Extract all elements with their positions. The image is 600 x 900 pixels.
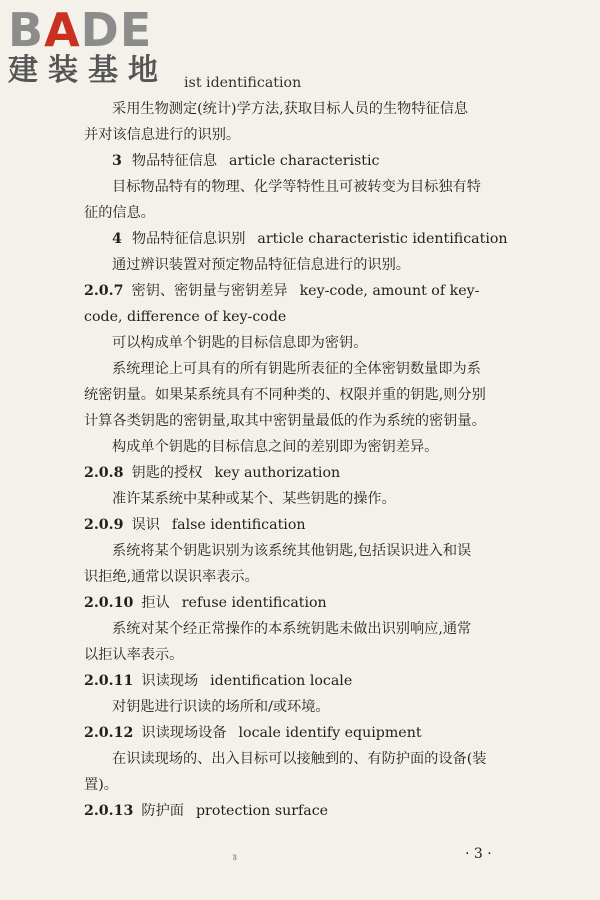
section-title: 防护面 xyxy=(141,803,184,819)
subsection-title: 物品特征信息 xyxy=(131,153,218,169)
subsection-english: article characteristic xyxy=(229,153,380,169)
section-english: key authorization xyxy=(214,465,341,481)
section-title: 密钥、密钥量与密钥差异 xyxy=(131,283,288,299)
paragraph-line: 采用生物测定(统计)学方法,获取目标人员的生物特征信息 xyxy=(112,101,469,117)
section-title: 识读现场 xyxy=(141,673,199,689)
paragraph-line: 可以构成单个钥匙的目标信息即为密钥。 xyxy=(112,335,368,351)
paragraph-line: 系统将某个钥匙识别为该系统其他钥匙,包括误识进入和误 xyxy=(112,543,472,559)
section-number: 2.0.11 xyxy=(84,673,134,689)
subsection-heading xyxy=(84,148,552,174)
section-number: 2.0.8 xyxy=(84,465,124,481)
section-english: identification locale xyxy=(210,673,353,689)
brand-letters-de: DE xyxy=(80,3,153,57)
section-english: false identification xyxy=(171,517,306,533)
section-heading xyxy=(84,460,552,486)
document-page xyxy=(84,70,552,824)
section-english: protection surface xyxy=(195,803,329,819)
brand-letter-b: B xyxy=(8,3,45,57)
section-number: 2.0.10 xyxy=(84,595,134,611)
scan-smudge: ɤ xyxy=(232,852,238,863)
section-title: 识读现场设备 xyxy=(141,725,227,741)
paragraph-line: 系统理论上可具有的所有钥匙所表征的全体密钥数量即为系 xyxy=(112,361,481,377)
section-title: 误识 xyxy=(131,517,160,533)
paragraph-line: 以拒认率表示。 xyxy=(84,647,184,663)
section-number: 2.0.12 xyxy=(84,725,134,741)
section-heading xyxy=(84,278,552,304)
section-number: 2.0.13 xyxy=(84,803,134,819)
section-heading xyxy=(84,720,552,746)
section-english-continued: code, difference of key-code xyxy=(84,309,287,325)
watermark-chinese: 建装基地 xyxy=(8,53,168,88)
section-title: 钥匙的授权 xyxy=(131,465,203,481)
subsection-title: 物品特征信息识别 xyxy=(131,231,246,247)
paragraph-line: 构成单个钥匙的目标信息之间的差别即为密钥差异。 xyxy=(112,439,439,455)
section-number: 2.0.9 xyxy=(84,517,124,533)
paragraph-line: 征的信息。 xyxy=(84,205,155,221)
brand-letter-a: A xyxy=(44,3,81,57)
paragraph-line: 置)。 xyxy=(84,777,118,793)
section-title: 拒认 xyxy=(141,595,170,611)
section-number: 2.0.7 xyxy=(84,283,124,299)
subsection-number: 4 xyxy=(112,231,122,247)
top-fragment: ist identification xyxy=(184,75,302,91)
section-english: locale identify equipment xyxy=(238,725,422,741)
section-heading xyxy=(84,668,552,694)
section-english: key-code, amount of key- xyxy=(299,283,480,299)
paragraph-line: 统密钥量。如果某系统具有不同种类的、权限并重的钥匙,则分别 xyxy=(84,387,486,403)
paragraph-line: 识拒绝,通常以误识率表示。 xyxy=(84,569,259,585)
paragraph-line: 计算各类钥匙的密钥量,取其中密钥量最低的作为系统的密钥量。 xyxy=(84,413,486,429)
paragraph-line: 目标物品特有的物理、化学等特性且可被转变为目标独有特 xyxy=(112,179,481,195)
paragraph-line: 系统对某个经正常操作的本系统钥匙未做出识别响应,通常 xyxy=(112,621,472,637)
paragraph-line: 通过辨识装置对预定物品特征信息进行的识别。 xyxy=(112,257,410,273)
paragraph-line: 并对该信息进行的识别。 xyxy=(84,127,241,143)
section-heading xyxy=(84,798,552,824)
page-number: · 3 · xyxy=(465,846,492,862)
paragraph-line: 对钥匙进行识读的场所和/或环境。 xyxy=(112,699,330,715)
section-heading xyxy=(84,590,552,616)
subsection-english: article characteristic identification xyxy=(257,231,508,247)
section-heading xyxy=(84,512,552,538)
subsection-number: 3 xyxy=(112,153,122,169)
watermark-brand xyxy=(8,4,168,56)
section-english: refuse identification xyxy=(181,595,327,611)
subsection-heading xyxy=(84,226,552,252)
paragraph-line: 在识读现场的、出入目标可以接触到的、有防护面的设备(装 xyxy=(112,751,487,767)
paragraph-line: 准许某系统中某种或某个、某些钥匙的操作。 xyxy=(112,491,396,507)
